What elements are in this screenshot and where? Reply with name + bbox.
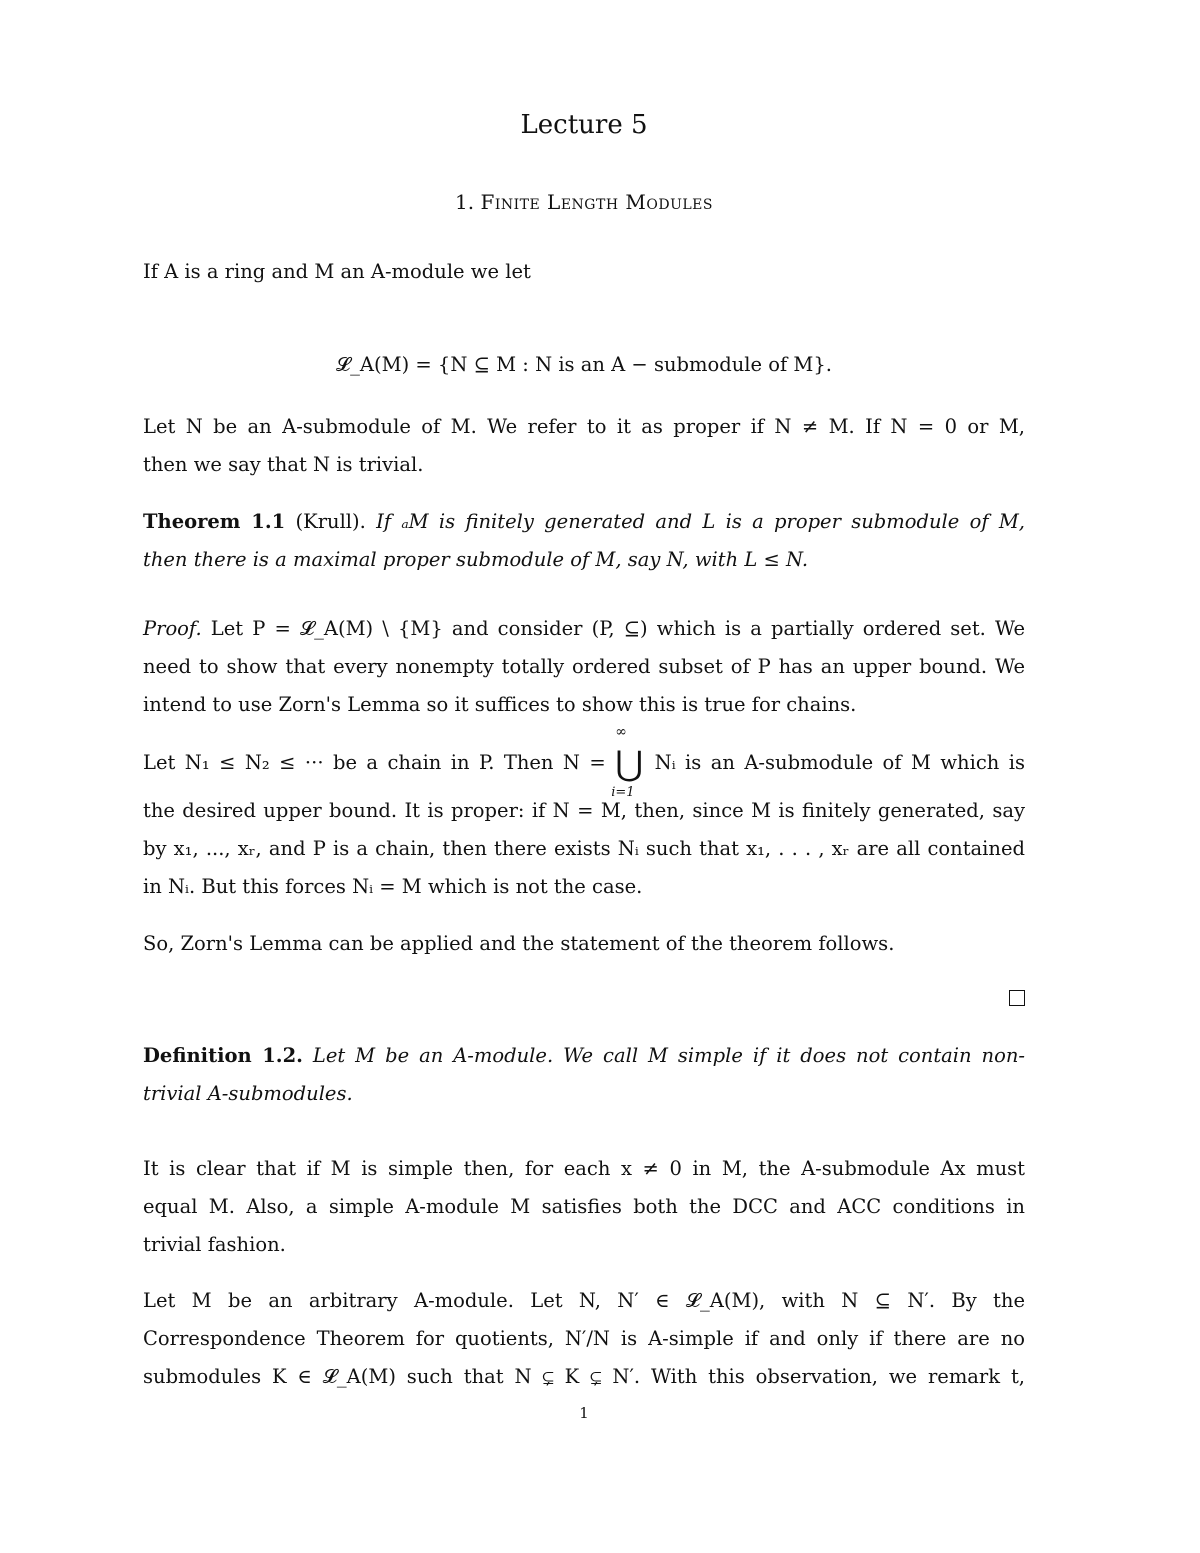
theorem-statement: If ₐM is finitely generated and L is a proper submodule of M, [376, 510, 1025, 533]
proof-line: intend to use Zorn's Lemma so it suffices to show this is true for chains. [143, 693, 857, 716]
theorem-line [143, 503, 1025, 541]
theorem-attribution: (Krull). [295, 510, 366, 533]
paragraph-arbitrary-line: Correspondence Theorem for quotients, N′/N is A-simple if and only if there are no [143, 1327, 1025, 1350]
proof-line [143, 610, 1025, 648]
page-number: 1 [579, 1404, 589, 1422]
definition-line [143, 1037, 1025, 1075]
proof-line: need to show that every nonempty totally ordered subset of P has an upper bound. We [143, 655, 1025, 678]
paragraph-simple-line: trivial fashion. [143, 1233, 286, 1256]
paragraph-arbitrary-line: Let M be an arbitrary A-module. Let N, N′ ∈ 𝓛_A(M), with N ⊆ N′. By the [143, 1289, 1025, 1312]
union-upper-limit: ∞ [615, 723, 627, 740]
proof-line: the desired upper bound. It is proper: if N = M, then, since M is finitely generated, say [143, 799, 1025, 822]
display-formula: 𝓛_A(M) = {N ⊆ M : N is an A − submodule of M}. [336, 353, 832, 376]
section-title: Finite Length Modules [480, 190, 713, 214]
chain-text-before: Let N₁ ≤ N₂ ≤ ··· be a chain in P. Then N = [143, 751, 606, 774]
intro-line: If A is a ring and M an A-module we let [143, 260, 531, 283]
definition-line: trivial A-submodules. [143, 1082, 353, 1105]
union-lower-limit: i=1 [611, 784, 635, 800]
proof-text: Let P = 𝓛_A(M) \ {M} and consider (P, ⊆) which is a partially ordered set. We [210, 617, 1026, 640]
proof-label: Proof. [143, 617, 202, 640]
paragraph-proper-line: Let N be an A-submodule of M. We refer to it as proper if N ≠ M. If N = 0 or M, [143, 415, 1025, 438]
paragraph-simple-line: equal M. Also, a simple A-module M satisfies both the DCC and ACC conditions in [143, 1195, 1025, 1218]
definition-statement: Let M be an A-module. We call M simple if it does not contain non- [312, 1044, 1025, 1067]
theorem-label: Theorem 1.1 [143, 510, 286, 533]
qed-square-icon [1009, 990, 1025, 1006]
section-number: 1. [455, 190, 475, 214]
qed-box [143, 978, 1025, 1016]
theorem-line: then there is a maximal proper submodule of M, say N, with L ≤ N. [143, 548, 809, 571]
paragraph-proper-line: then we say that N is trivial. [143, 453, 424, 476]
proof-line: in Nᵢ. But this forces Nᵢ = M which is not the case. [143, 875, 643, 898]
paragraph-arbitrary-line: submodules K ∈ 𝓛_A(M) such that N ⊊ K ⊊ N′. With this observation, we remark t, [143, 1365, 1025, 1388]
section-heading [143, 183, 1025, 221]
proof-chain-line [143, 723, 1025, 800]
page-title: Lecture 5 [520, 110, 648, 140]
definition-label: Definition 1.2. [143, 1044, 303, 1067]
chain-text-after: Nᵢ is an A-submodule of M which is [654, 751, 1025, 774]
proof-line: by x₁, ..., xᵣ, and P is a chain, then there exists Nᵢ such that x₁, . . . , xᵣ are all contained [143, 837, 1025, 860]
proof-conclusion: So, Zorn's Lemma can be applied and the statement of the theorem follows. [143, 932, 895, 955]
paragraph-simple-line: It is clear that if M is simple then, for each x ≠ 0 in M, the A-submodule Ax must [143, 1157, 1025, 1180]
big-union-symbol: ∞ ⋃ i=1 [615, 747, 645, 781]
